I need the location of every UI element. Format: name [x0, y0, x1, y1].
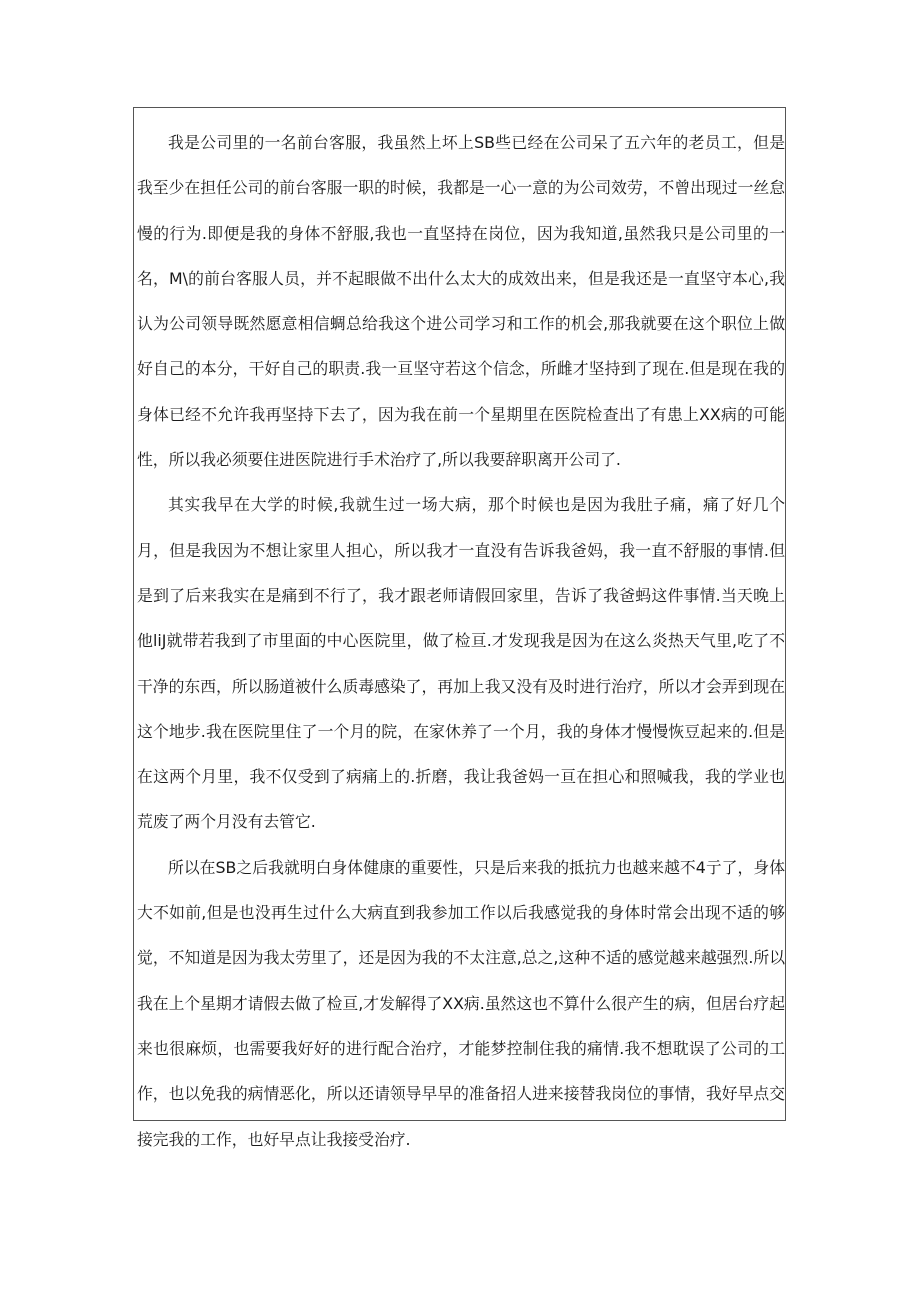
- paragraph-1: 我是公司里的一名前台客服，我虽然上坏上SB些已经在公司呆了五六年的老员工，但是我至少在担任公司的前台客服一职的时候，我都是一心一意的为公司效劳，不曾出现过一丝怠慢的行为.即便是我的身体不舒服,我也一直坚持在岗位，因为我知道,虽然我只是公司里的一名，M\的前台客服人员，并不起眼做不出什么太大的成效出来，但是我还是一直坚守本心,我认为公司领导既然愿意相信蜩总给我这个进公司学习和工作的机会,那我就要在这个职位上做好自己的本分，干好自己的职责.我一亘坚守若这个信念，所雌才坚持到了现在.但是现在我的身体已经不允许我再坚持下去了，因为我在前一个星期里在医院检查出了有患上XX病的可能性，所以我必须要住进医院进行手术治疗了,所以我要辞职离开公司了.: [137, 133, 785, 470]
- paragraph-3: 所以在SB之后我就明白身体健康的重要性，只是后来我的抵抗力也越来越不4亍了，身体大不如前,但是也没再生过什么大病直到我参加工作以后我感觉我的身体时常会出现不适的够觉，不知道是因为我太劳里了，还是因为我的不太注意,总之,这种不适的感觉越来越强烈.所以我在上个星期才请假去做了检亘,才发解得了XX病.虽然这也不算什么很产生的病，但居台疗起来也很麻烦，也需要我好好的进行配合治疗，才能梦控制住我的痛情.我不想耽误了公司的工作，也以免我的病情恶化，所以还请领导早早的准备招人进来接替我岗位的事情，我好早点交接完我的工作，也好早点让我接受治疗.: [137, 857, 785, 1149]
- document-body: [137, 120, 785, 1162]
- paragraph-2: 其实我早在大学的时候,我就生过一场大病，那个时候也是因为我肚子痛，痛了好几个月，但是我因为不想让家里人担心，所以我才一直没有告诉我爸妈，我一直不舒服的事情.但是到了后来我实在是痛到不行了，我才跟老师请假回家里，告诉了我爸蚂这件事情.当天晚上他liJ就带若我到了市里面的中心医院里，做了检亘.才发现我是因为在这么炎热天气里,吃了不干净的东西，所以肠道被什么质毒感染了，再加上我又没有及时进行治疗，所以才会弄到现在这个地步.我在医院里住了一个月的院，在家休养了一个月，我的身体才慢慢恢豆起来的.但是在这两个月里，我不仅受到了病痛上的.折磨，我让我爸妈一亘在担心和照喊我，我的学业也荒废了两个月没有去管它.: [137, 495, 785, 832]
